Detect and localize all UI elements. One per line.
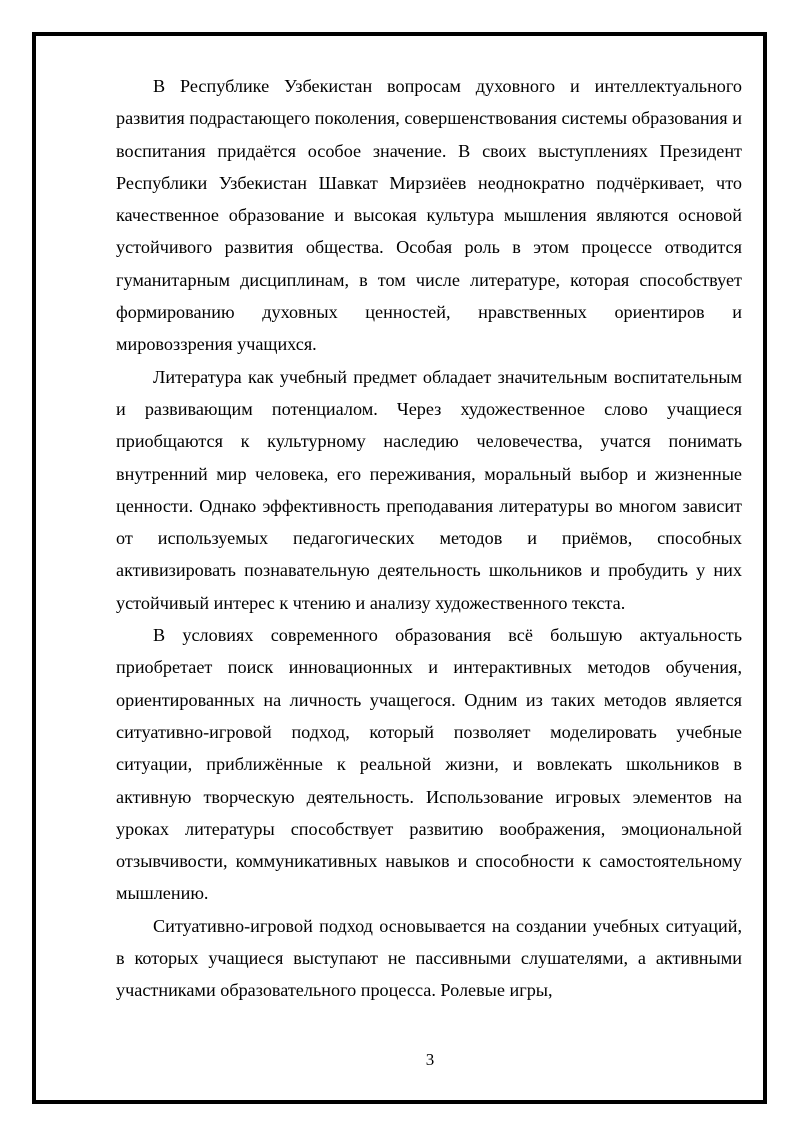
paragraph: Ситуативно-игровой подход основывается на создании учебных ситуаций, в которых учащиеся выступают не пассивными слушателями, а активными участниками образовательного процесса. Ролевые игры, (116, 915, 742, 1001)
document-body (116, 70, 742, 1007)
paragraph: В условиях современного образования всё большую актуальность приобретает поиск инновационных и интерактивных методов обучения, ориентированных на личность учащегося. Одним из таких методов является ситуативно-игровой подход, который позволяет моделировать учебные ситуации, приближённые к реальной жизни, и вовлекать школьников в активную творческую деятельность. Использование игровых элементов на уроках литературы способствует развитию воображения, эмоциональной отзывчивости, коммуникативных навыков и способности к самостоятельному мышлению. (116, 625, 742, 904)
paragraph: Литература как учебный предмет обладает значительным воспитательным и развивающим потенциалом. Через художественное слово учащиеся приобщаются к культурному наследию человечества, учатся понимать внутренний мир человека, его переживания, моральный выбор и жизненные ценности. Однако эффективность преподавания литературы во многом зависит от используемых педагогических методов и приёмов, способных активизировать познавательную деятельность школьников и пробудить у них устойчивый интерес к чтению и анализу художественного текста. (116, 366, 742, 613)
paragraph: В Республике Узбекистан вопросам духовного и интеллектуального развития подрастающего поколения, совершенствования системы образования и воспитания придаётся особое значение. В своих выступлениях Президент Республики Узбекистан Шавкат Мирзиёев неоднократно подчёркивает, что качественное образование и высокая культура мышления являются основой устойчивого развития общества. Особая роль в этом процессе отводится гуманитарным дисциплинам, в том числе литературе, которая способствует формированию духовных ценностей, нравственных ориентиров и мировоззрения учащихся. (116, 76, 742, 355)
page-number: 3 (425, 1050, 435, 1069)
